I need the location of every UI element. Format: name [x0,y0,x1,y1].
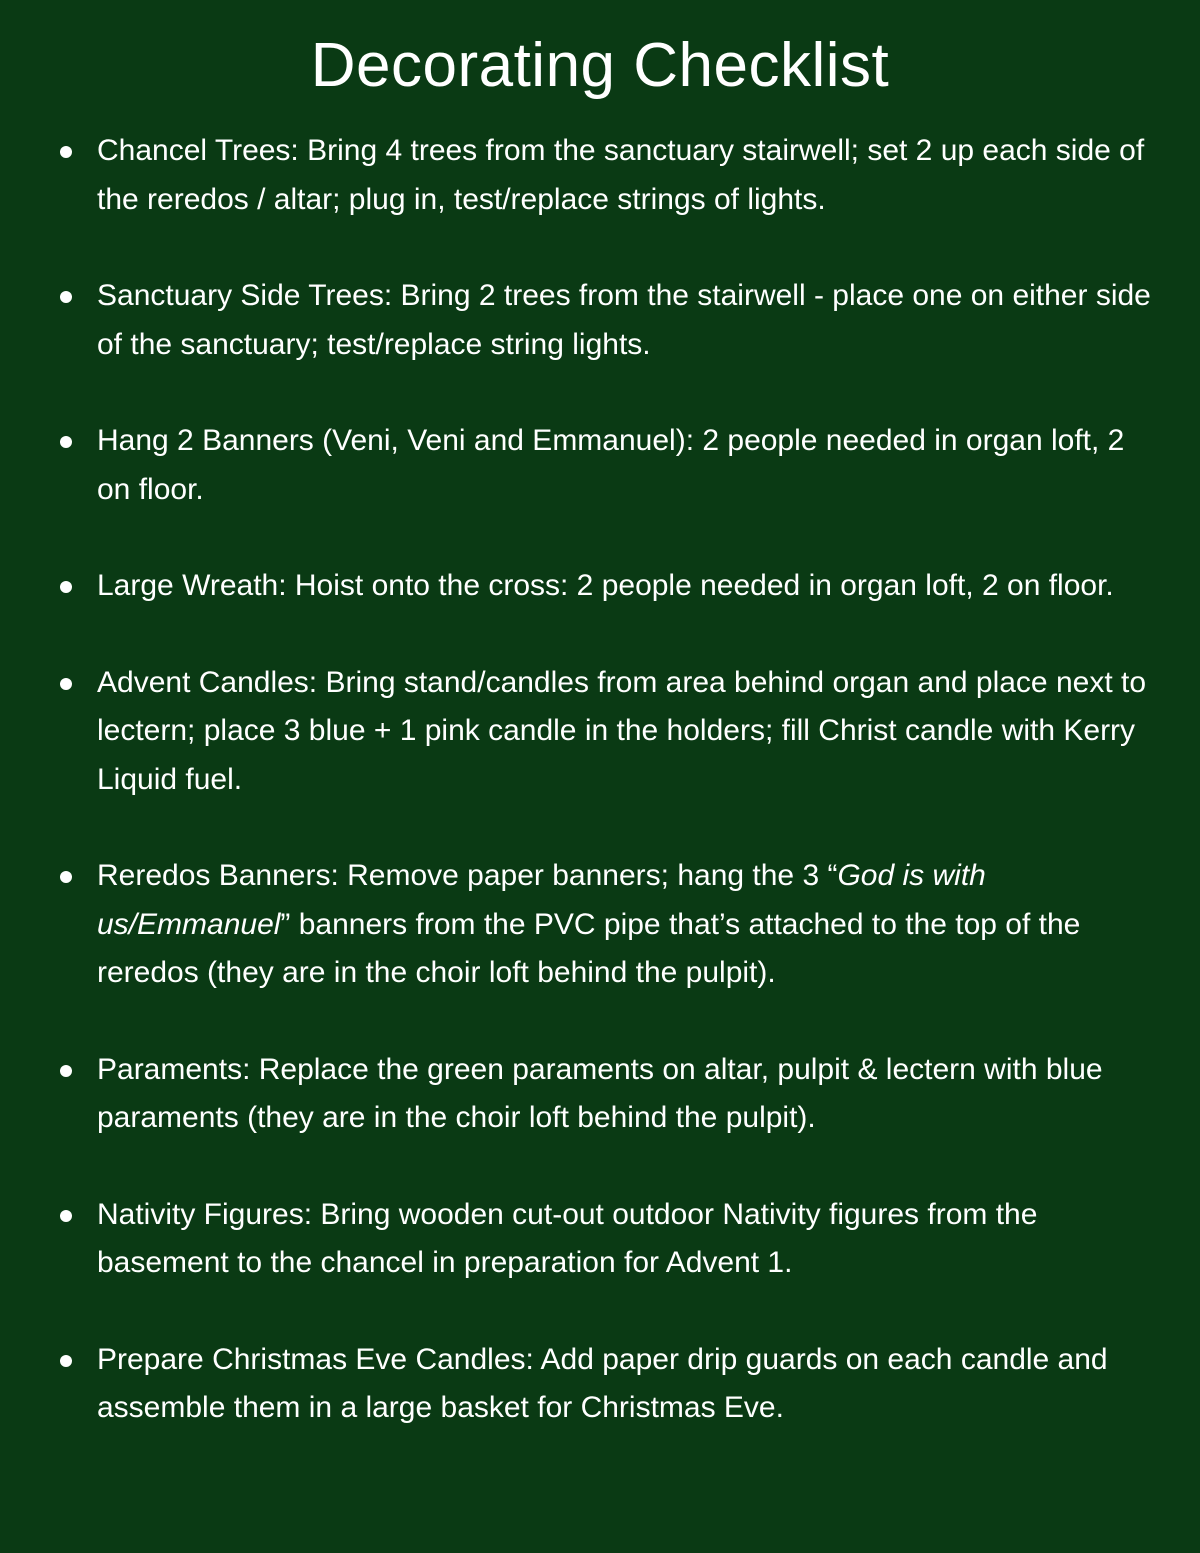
list-item-christmas-eve-candles [0,1336,1200,1433]
list-item-large-wreath [0,562,1200,611]
list-item-text: Paraments: Replace the green paraments on altar, pulpit & lectern with blue paraments (they are in the choir loft behind the pulpit). [97,1052,1103,1134]
list-item-advent-candles [0,659,1200,805]
list-item-text [97,859,1080,989]
list-item-text: Advent Candles: Bring stand/candles from area behind organ and place next to lectern; place 3 blue + 1 pink candle in the holders; fill Christ candle with Kerry Liquid fuel. [97,665,1147,796]
list-item-reredos-banners [0,852,1200,998]
list-item-text: Nativity Figures: Bring wooden cut-out outdoor Nativity figures from the basement to the chancel in preparation for Advent 1. [97,1197,1038,1279]
list-item-banners [0,417,1200,514]
list-item-sanctuary-side-trees [0,272,1200,369]
list-item-text: Large Wreath: Hoist onto the cross: 2 people needed in organ loft, 2 on floor. [97,569,1114,602]
list-item-text-after: ” banners from the PVC pipe that’s attached to the top of the reredos (they are in the choir loft behind the pulpit). [97,907,1081,989]
bullet-icon [60,581,72,593]
list-item-text-before: Reredos Banners: Remove paper banners; hang the 3 “ [97,859,838,892]
list-item-text: Prepare Christmas Eve Candles: Add paper drip guards on each candle and assemble them in a large basket for Christmas Eve. [97,1342,1108,1424]
list-item-paraments [0,1046,1200,1143]
list-item-chancel-trees [0,127,1200,224]
list-item-text-italic: God is with us/Emmanuel [97,859,986,941]
bullet-icon [60,1210,72,1222]
bullet-icon [60,291,72,303]
bullet-icon [60,436,72,448]
list-item-nativity-figures [0,1191,1200,1288]
list-item-text: Hang 2 Banners (Veni, Veni and Emmanuel): 2 people needed in organ loft, 2 on floor. [97,424,1125,506]
bullet-icon [60,146,72,158]
page-title: Decorating Checklist [310,31,890,100]
list-item-text: Chancel Trees: Bring 4 trees from the sanctuary stairwell; set 2 up each side of the reredos / altar; plug in, test/replace strings of lights. [97,134,1145,216]
bullet-icon [60,1065,72,1077]
checklist [0,127,1200,1481]
bullet-icon [60,1355,72,1367]
bullet-icon [60,871,72,883]
bullet-icon [60,678,72,690]
list-item-text: Sanctuary Side Trees: Bring 2 trees from the stairwell - place one on either side of the sanctuary; test/replace string lights. [97,279,1151,361]
